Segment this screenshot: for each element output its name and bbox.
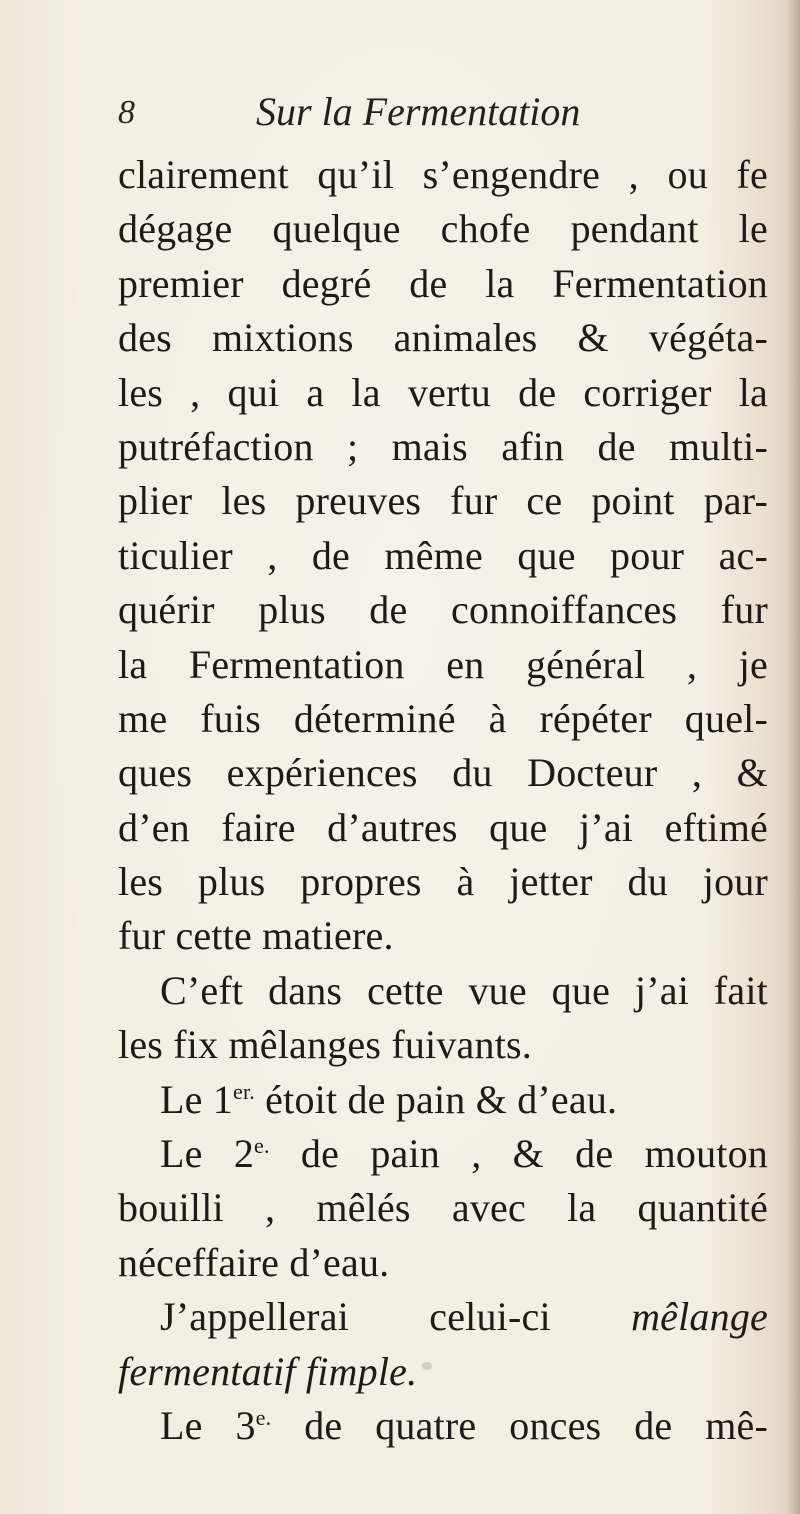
mixture-2-line <box>118 1127 768 1181</box>
ordinal-superscript: e. <box>255 1404 272 1430</box>
mixture-3-start: Le 3 <box>160 1402 256 1448</box>
text-line: des mixtions animales & végéta- <box>118 315 768 361</box>
paragraph-line: C’eft dans cette vue que j’ai fait <box>160 967 768 1013</box>
ordinal-superscript: e. <box>254 1133 270 1159</box>
text-line: premier degré de la Fermentation <box>118 260 768 306</box>
text-line: dégage quelque chofe pendant le <box>118 206 768 252</box>
text-line: les plus propres à jetter du jour <box>118 859 768 905</box>
mixture-1-text: étoit de pain & d’eau. <box>254 1076 618 1122</box>
text-line: me fuis déterminé à répéter quel- <box>118 695 768 741</box>
italic-term-line: fermentatif fimple. <box>118 1348 418 1394</box>
ordinal-superscript: er. <box>233 1078 255 1104</box>
page-edge-shadow <box>786 0 800 1514</box>
text-line: fur cette matiere. <box>118 913 394 959</box>
mixture-3-text: de quatre onces de mê- <box>271 1402 769 1448</box>
text-line: plier les preuves fur ce point par- <box>118 478 768 524</box>
naming-line <box>118 1290 768 1344</box>
italic-term: mêlange <box>631 1294 768 1340</box>
text-line: néceffaire d’eau. <box>118 1239 390 1285</box>
mixture-1-line <box>118 1073 768 1127</box>
text-line: ques expériences du Docteur , & <box>118 750 768 796</box>
body-text <box>118 148 768 1453</box>
mixture-2-start: Le 2 <box>160 1131 255 1177</box>
text-line: putréfaction ; mais afin de multi- <box>118 423 768 469</box>
mixture-3-line <box>118 1399 768 1453</box>
text-line: quérir plus de connoiffances fur <box>118 587 768 633</box>
naming-text: J’appellerai celui-ci <box>160 1294 632 1340</box>
page-header <box>118 88 678 140</box>
text-line: d’en faire d’autres que j’ai eftimé <box>118 804 768 850</box>
running-title: Sur la Fermentation <box>256 89 581 134</box>
mixture-1-start: Le 1 <box>160 1076 233 1122</box>
text-line: clairement qu’il s’engendre , ou fe <box>118 152 768 197</box>
paper-speck <box>422 1362 432 1370</box>
page-number: 8 <box>118 94 135 131</box>
text-line: ticulier , de même que pour ac- <box>118 532 768 578</box>
text-line: les , qui a la vertu de corriger la <box>118 369 768 415</box>
mixture-2-text: de pain , & de mouton <box>269 1131 768 1177</box>
text-line: la Fermentation en général , je <box>118 641 768 687</box>
paragraph-line: les fix mêlanges fuivants. <box>118 1022 532 1068</box>
text-line: bouilli , mêlés avec la quantité <box>118 1185 768 1231</box>
